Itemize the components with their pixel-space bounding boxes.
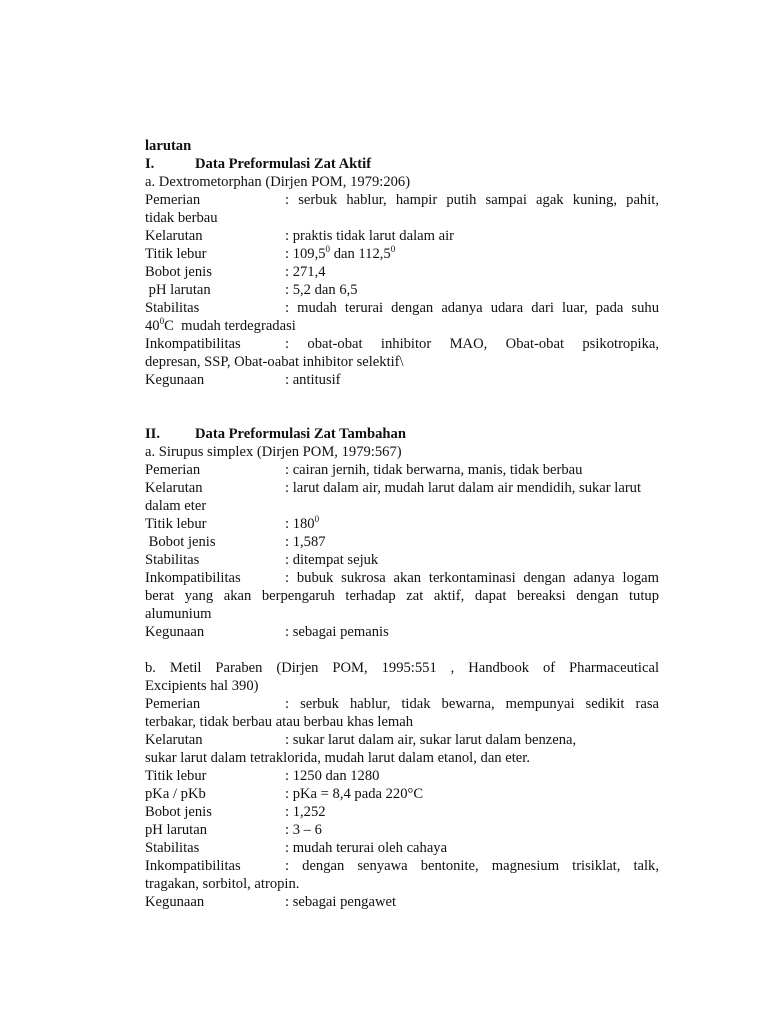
s2b-ph-value: : 3 – 6 (285, 822, 322, 838)
s2b-pka-label: pKa / pKb (145, 786, 206, 802)
s2a-inkom-row (145, 569, 659, 587)
spacer (145, 389, 659, 425)
s2a-titik-sup: 0 (314, 514, 320, 524)
s1-inkom-cont: depresan, SSP, Obat-oabat inhibitor selektif\ (145, 354, 404, 370)
s2b-pemerian-cont: terbakar, tidak berbau atau berbau khas lemah (145, 714, 414, 730)
s1-stab-rest: C mudah terdegradasi (164, 318, 296, 334)
s1-stab-cont (145, 317, 659, 335)
s1-guna-row (145, 371, 659, 389)
s1-pemerian-value: : serbuk hablur, hampir putih sampai agak kuning, pahit, (285, 192, 659, 208)
s1-pemerian-row (145, 191, 659, 209)
s2b-inkom-label: Inkompatibilitas (145, 858, 241, 874)
s2a-guna-row (145, 623, 659, 641)
section1-numeral: I. (145, 156, 155, 172)
s2a-stab-label: Stabilitas (145, 552, 200, 568)
s2b-pemerian-label: Pemerian (145, 696, 201, 712)
s2b-bobot-label: Bobot jenis (145, 804, 212, 820)
s2a-titik-value (285, 515, 659, 533)
section1-title: Data Preformulasi Zat Aktif (195, 156, 372, 172)
s2a-pemerian-value: : cairan jernih, tidak berwarna, manis, tidak berbau (285, 462, 583, 478)
section2-item-b-cont: Excipients hal 390) (145, 678, 259, 694)
section2-numeral: II. (145, 426, 161, 442)
s1-inkom-row (145, 335, 659, 353)
s2b-pemerian-value: : serbuk hablur, tidak bewarna, mempunyai sedikit rasa (285, 696, 659, 712)
s1-ph-value: : 5,2 dan 6,5 (285, 282, 358, 298)
intro-word: larutan (145, 138, 192, 154)
s1-titik-part1: : 109,5 (285, 246, 326, 262)
s2a-pemerian-row (145, 461, 659, 479)
s2a-guna-value: : sebagai pemanis (285, 624, 389, 640)
s2b-guna-row (145, 893, 659, 911)
s1-bobot-label: Bobot jenis (145, 264, 212, 280)
s2a-inkom-cont2: alumunium (145, 606, 212, 622)
s2a-stab-value: : ditempat sejuk (285, 552, 379, 568)
s1-bobot-row (145, 263, 659, 281)
section2-heading (145, 425, 659, 443)
s1-titik-sup2: 0 (390, 244, 396, 254)
s1-guna-value: : antitusif (285, 372, 341, 388)
s2b-bobot-value: : 1,252 (285, 804, 326, 820)
s1-titik-label: Titik lebur (145, 246, 207, 262)
s1-kelarutan-value: : praktis tidak larut dalam air (285, 228, 454, 244)
s1-pemerian-cont: tidak berbau (145, 210, 218, 226)
s2a-titik-num: : 180 (285, 516, 315, 532)
section1-heading (145, 155, 659, 173)
s2b-ph-row (145, 821, 659, 839)
s2b-inkom-cont: tragakan, sorbitol, atropin. (145, 876, 300, 892)
s1-stab-temp: 40 (145, 318, 160, 334)
s1-ph-row (145, 281, 659, 299)
s1-stab-label: Stabilitas (145, 300, 200, 316)
s2a-inkom-label: Inkompatibilitas (145, 570, 241, 586)
s2b-titik-value: : 1250 dan 1280 (285, 768, 380, 784)
section2-item-a: a. Sirupus simplex (Dirjen POM, 1979:567) (145, 444, 402, 460)
s1-stab-row (145, 299, 659, 317)
s2b-titik-row (145, 767, 659, 785)
s2b-ph-label: pH larutan (145, 822, 208, 838)
s1-stab-value: : mudah terurai dengan adanya udara dari luar, pada suhu (285, 300, 659, 316)
s2b-inkom-row (145, 857, 659, 875)
s2b-stab-value: : mudah terurai oleh cahaya (285, 840, 448, 856)
section1-item-a: a. Dextrometorphan (Dirjen POM, 1979:206) (145, 174, 411, 190)
s1-ph-label: pH larutan (145, 282, 211, 298)
s2b-kelarutan-label: Kelarutan (145, 732, 203, 748)
s2b-kelarutan-row (145, 731, 659, 749)
s2a-bobot-value: : 1,587 (285, 534, 326, 550)
section2-item-b: b. Metil Paraben (Dirjen POM, 1995:551 , Handbook of Pharmaceutical (145, 660, 659, 676)
s1-bobot-value: : 271,4 (285, 264, 326, 280)
s1-kelarutan-row (145, 227, 659, 245)
s1-stab-sup: 0 (159, 316, 165, 326)
s2a-stab-row (145, 551, 659, 569)
document-body (145, 137, 659, 911)
s2a-kelarutan-row (145, 479, 659, 497)
s2a-titik-row (145, 515, 659, 533)
s2a-kelarutan-value: : larut dalam air, mudah larut dalam air mendidih, sukar larut (285, 480, 642, 496)
s2b-pka-value: : pKa = 8,4 pada 220°C (285, 786, 424, 802)
s1-pemerian-label: Pemerian (145, 192, 201, 208)
s1-titik-row (145, 245, 659, 263)
s2a-kelarutan-cont: dalam eter (145, 498, 207, 514)
spacer (145, 641, 659, 659)
s2b-bobot-row (145, 803, 659, 821)
s2a-guna-label: Kegunaan (145, 624, 205, 640)
s1-titik-value (285, 245, 659, 263)
s1-inkom-label: Inkompatibilitas (145, 336, 241, 352)
s1-kelarutan-label: Kelarutan (145, 228, 203, 244)
s2a-bobot-row (145, 533, 659, 551)
section2-title: Data Preformulasi Zat Tambahan (195, 426, 406, 442)
s1-guna-label: Kegunaan (145, 372, 205, 388)
s2b-stab-label: Stabilitas (145, 840, 200, 856)
s2b-guna-label: Kegunaan (145, 894, 205, 910)
s2b-guna-value: : sebagai pengawet (285, 894, 397, 910)
s2b-stab-row (145, 839, 659, 857)
s2b-kelarutan-cont: sukar larut dalam tetraklorida, mudah larut dalam etanol, dan eter. (145, 750, 530, 766)
s1-titik-part2: dan 112,5 (330, 246, 391, 262)
s2a-pemerian-label: Pemerian (145, 462, 201, 478)
s2b-pka-row (145, 785, 659, 803)
s1-inkom-value: : obat-obat inhibitor MAO, Obat-obat psikotropika, (285, 336, 659, 352)
s2a-inkom-value: : bubuk sukrosa akan terkontaminasi dengan adanya logam (285, 570, 659, 586)
s2b-kelarutan-value: : sukar larut dalam air, sukar larut dalam benzena, (285, 732, 577, 748)
s1-titik-sup1: 0 (325, 244, 331, 254)
s2b-pemerian-row (145, 695, 659, 713)
s2a-kelarutan-label: Kelarutan (145, 480, 203, 496)
s2b-inkom-value: : dengan senyawa bentonite, magnesium trisiklat, talk, (285, 858, 659, 874)
s2a-bobot-label: Bobot jenis (145, 534, 216, 550)
s2a-inkom-cont1: berat yang akan berpengaruh terhadap zat aktif, dapat bereaksi dengan tutup (145, 588, 659, 604)
s2a-titik-label: Titik lebur (145, 516, 207, 532)
s2b-titik-label: Titik lebur (145, 768, 207, 784)
